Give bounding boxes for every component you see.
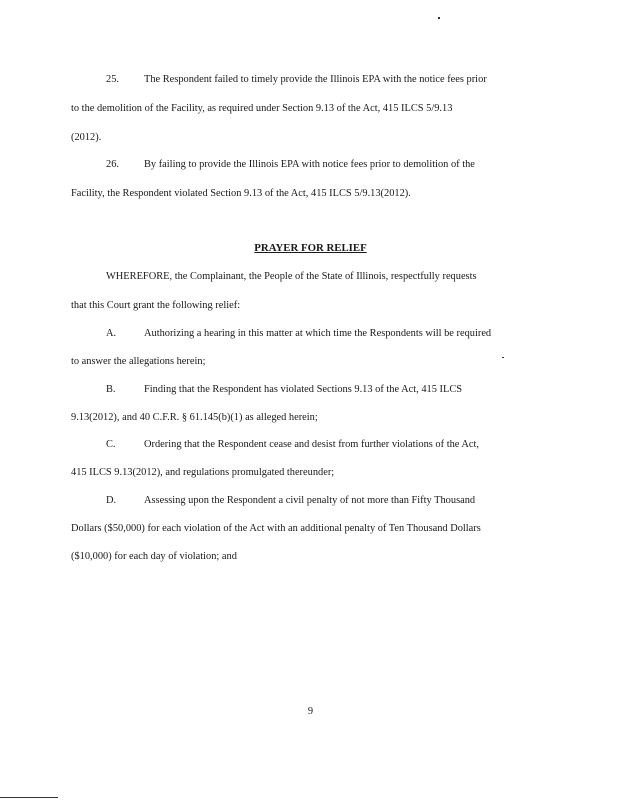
paragraph-line: By failing to provide the Illinois EPA with notice fees prior to demolition of the: [144, 159, 475, 170]
relief-line: to answer the allegations herein;: [71, 356, 206, 367]
paragraph-line: Facility, the Respondent violated Section 9.13 of the Act, 415 ILCS 5/9.13(2012).: [71, 188, 411, 199]
relief-line: Authorizing a hearing in this matter at which time the Respondents will be required: [144, 328, 492, 339]
relief-line: ($10,000) for each day of violation; and: [71, 551, 237, 562]
scan-speck: [438, 17, 440, 19]
paragraph-line: to the demolition of the Facility, as required under Section 9.13 of the Act, 415 ILCS 5/9.13: [71, 103, 453, 114]
paragraph-number: 26.: [106, 159, 119, 170]
relief-label: D.: [106, 495, 117, 506]
scan-speck: [502, 357, 504, 358]
relief-line: Assessing upon the Respondent a civil penalty of not more than Fifty Thousand: [144, 495, 476, 506]
relief-line: Finding that the Respondent has violated Sections 9.13 of the Act, 415 ILCS: [144, 384, 463, 395]
relief-label: A.: [106, 328, 117, 339]
paragraph-line: The Respondent failed to timely provide the Illinois EPA with the notice fees prior: [144, 74, 487, 85]
relief-line: 9.13(2012), and 40 C.F.R. § 61.145(b)(1) as alleged herein;: [71, 412, 318, 423]
page-number: 9: [307, 706, 314, 717]
relief-line: 415 ILCS 9.13(2012), and regulations promulgated thereunder;: [71, 467, 335, 478]
relief-label: B.: [106, 384, 116, 395]
section-heading: PRAYER FOR RELIEF: [254, 242, 367, 254]
paragraph-number: 25.: [106, 74, 119, 85]
intro-line: that this Court grant the following relief:: [71, 300, 241, 311]
scan-edge-line: [0, 797, 58, 798]
intro-line: WHEREFORE, the Complainant, the People of the State of Illinois, respectfully requests: [106, 271, 477, 282]
paragraph-line: (2012).: [71, 132, 102, 143]
relief-line: Ordering that the Respondent cease and desist from further violations of the Act,: [144, 439, 480, 450]
relief-line: Dollars ($50,000) for each violation of the Act with an additional penalty of Ten Thousand Dollars: [71, 523, 481, 534]
relief-label: C.: [106, 439, 116, 450]
